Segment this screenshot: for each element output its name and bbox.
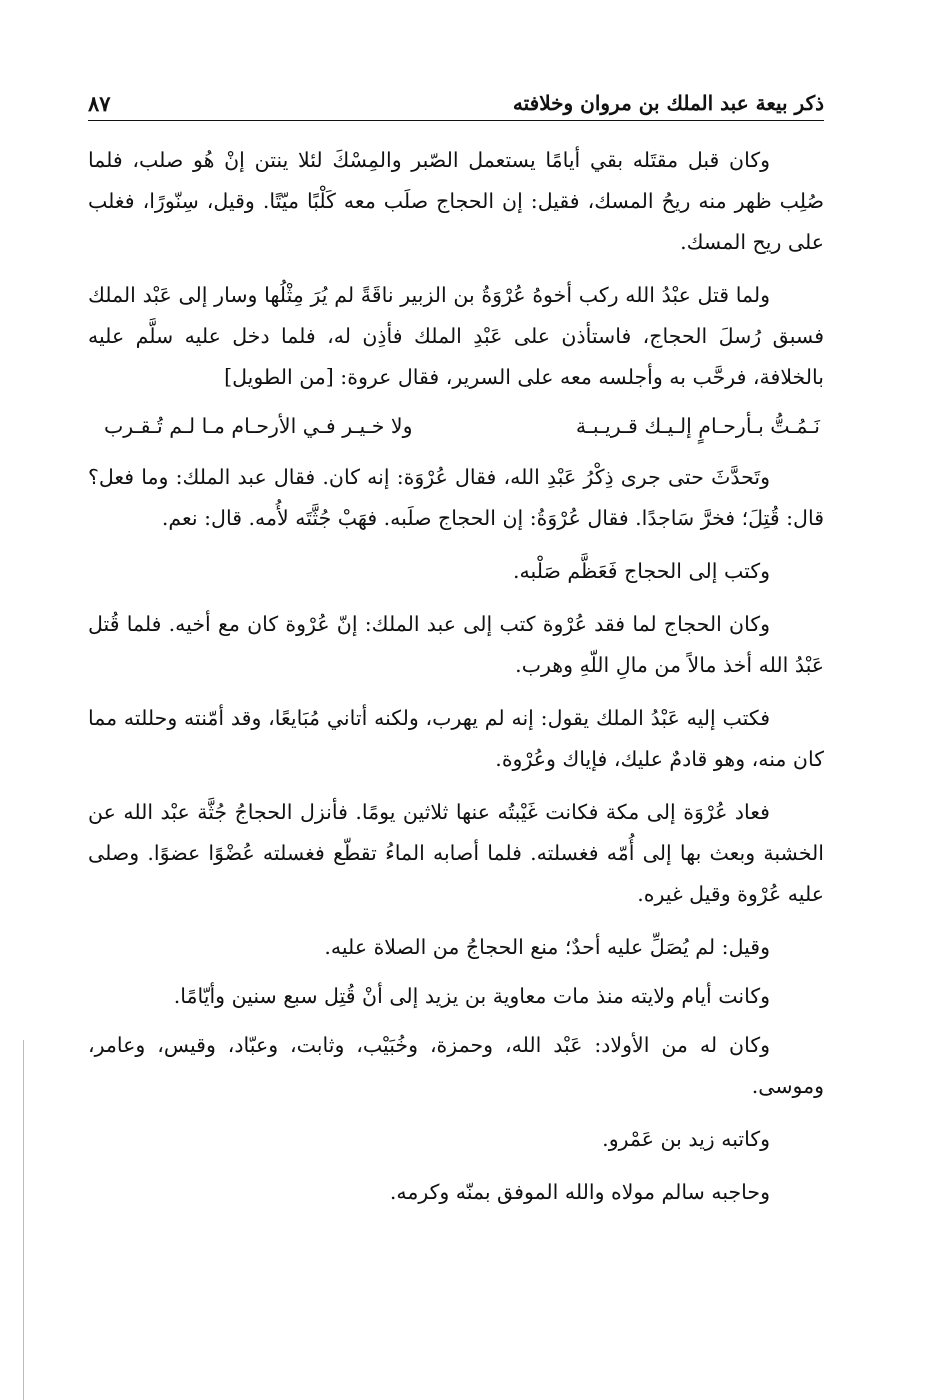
paragraph-7: فعاد عُرْوَة إلى مكة فكانت غَيْبتُه عنها ثلاثين يومًا. فأنزل الحجاجُ جُثَّة عبْد الله عن الخشبة وبعث بها إلى أُمّه فغسلته. فلما أصابه الماءُ تقطّع فغسلته عُضْوًا عضوًا. وصلى عليه عُرْوة وقيل غيره. bbox=[88, 800, 824, 906]
page-number: ٨٧ bbox=[88, 90, 111, 116]
paragraph-11: وكاتبه زيد بن عَمْرو. bbox=[602, 1127, 770, 1151]
scan-margin-line bbox=[23, 1040, 24, 1400]
paragraph-9: وكانت أيام ولايته منذ مات معاوية بن يزيد إلى أنْ قُتِل سبع سنين وأيّامًا. bbox=[173, 984, 770, 1008]
header-title: ذكر بيعة عبد الملك بن مروان وخلافته bbox=[512, 91, 824, 115]
verse-second-hemistich: ولا خـيـر فـي الأرحـام مـا لـم تُـقـرب bbox=[104, 414, 413, 438]
paragraph-3: وتَحدَّثَ حتى جرى ذِكْرُ عَبْدِ الله، فقال عُرْوَة: إنه كان. فقال عبد الملك: وما فعل؟ قال: قُتِلَ؛ فخرَّ سَاجدًا. فقال عُرْوَةُ: إن الحجاج صلَبه. فهَبْ جُثَّتَه لأُمه. قال: نعم. bbox=[88, 465, 824, 530]
paragraph-6: فكتب إليه عَبْدُ الملك يقول: إنه لم يهرب، ولكنه أتاني مُبَايعًا، وقد أمّنته وحللته مما كان منه، وهو قادمٌ عليك، فإياك وعُرْوة. bbox=[88, 706, 824, 771]
paragraph-8: وقيل: لم يُصَلِّ عليه أحدٌ؛ منع الحجاجُ من الصلاة عليه. bbox=[324, 935, 770, 959]
paragraph-2: ولما قتل عبْدُ الله ركب أخوهُ عُرْوَةُ بن الزبير ناقَةً لم يُرَ مِثْلُها وسار إلى عَبْد الملك فسبق رُسلَ الحجاج، فاستأذن على عَبْدِ الملك فأذِن له، فلما دخل عليه سلَّم عليه بالخلافة، فرحَّب به وأجلسه معه على السرير، فقال عروة: [من الطويل] bbox=[88, 283, 824, 389]
running-header bbox=[88, 86, 824, 121]
verse-first-hemistich: نَـمُـتُّ بـأرحـامٍ إلـيـك قـريـبـة bbox=[575, 414, 820, 438]
paragraph-1: وكان قبل مقتَله بقي أيامًا يستعمل الصّبر والمِسْكَ لئلا ينتن إنْ هُو صلب، فلما صُلِب ظهر منه ريحُ المسك، فقيل: إن الحجاج صلَب معه كَلْبًا ميّتًا. وقيل، سِنّورًا، فغلب على ريح المسك. bbox=[88, 148, 824, 254]
paragraph-4: وكتب إلى الحجاج فَعَظَّم صَلْبه. bbox=[513, 559, 770, 583]
paragraph-12: وحاجبه سالم مولاه والله الموفق بمنّه وكرمه. bbox=[389, 1180, 770, 1204]
poetry-verse bbox=[88, 406, 824, 447]
paragraph-10: وكان له من الأولاد: عَبْد الله، وحمزة، وخُبَيْب، وثابت، وعبّاد، وقيس، وعامر، وموسى. bbox=[88, 1033, 824, 1098]
paragraph-5: وكان الحجاج لما فقد عُرْوة كتب إلى عبد الملك: إنّ عُرْوة كان مع أخيه. فلما قُتل عَبْدُ الله أخذ مالاً من مالِ اللّهِ وهرب. bbox=[88, 612, 824, 677]
page-body bbox=[88, 140, 824, 1225]
